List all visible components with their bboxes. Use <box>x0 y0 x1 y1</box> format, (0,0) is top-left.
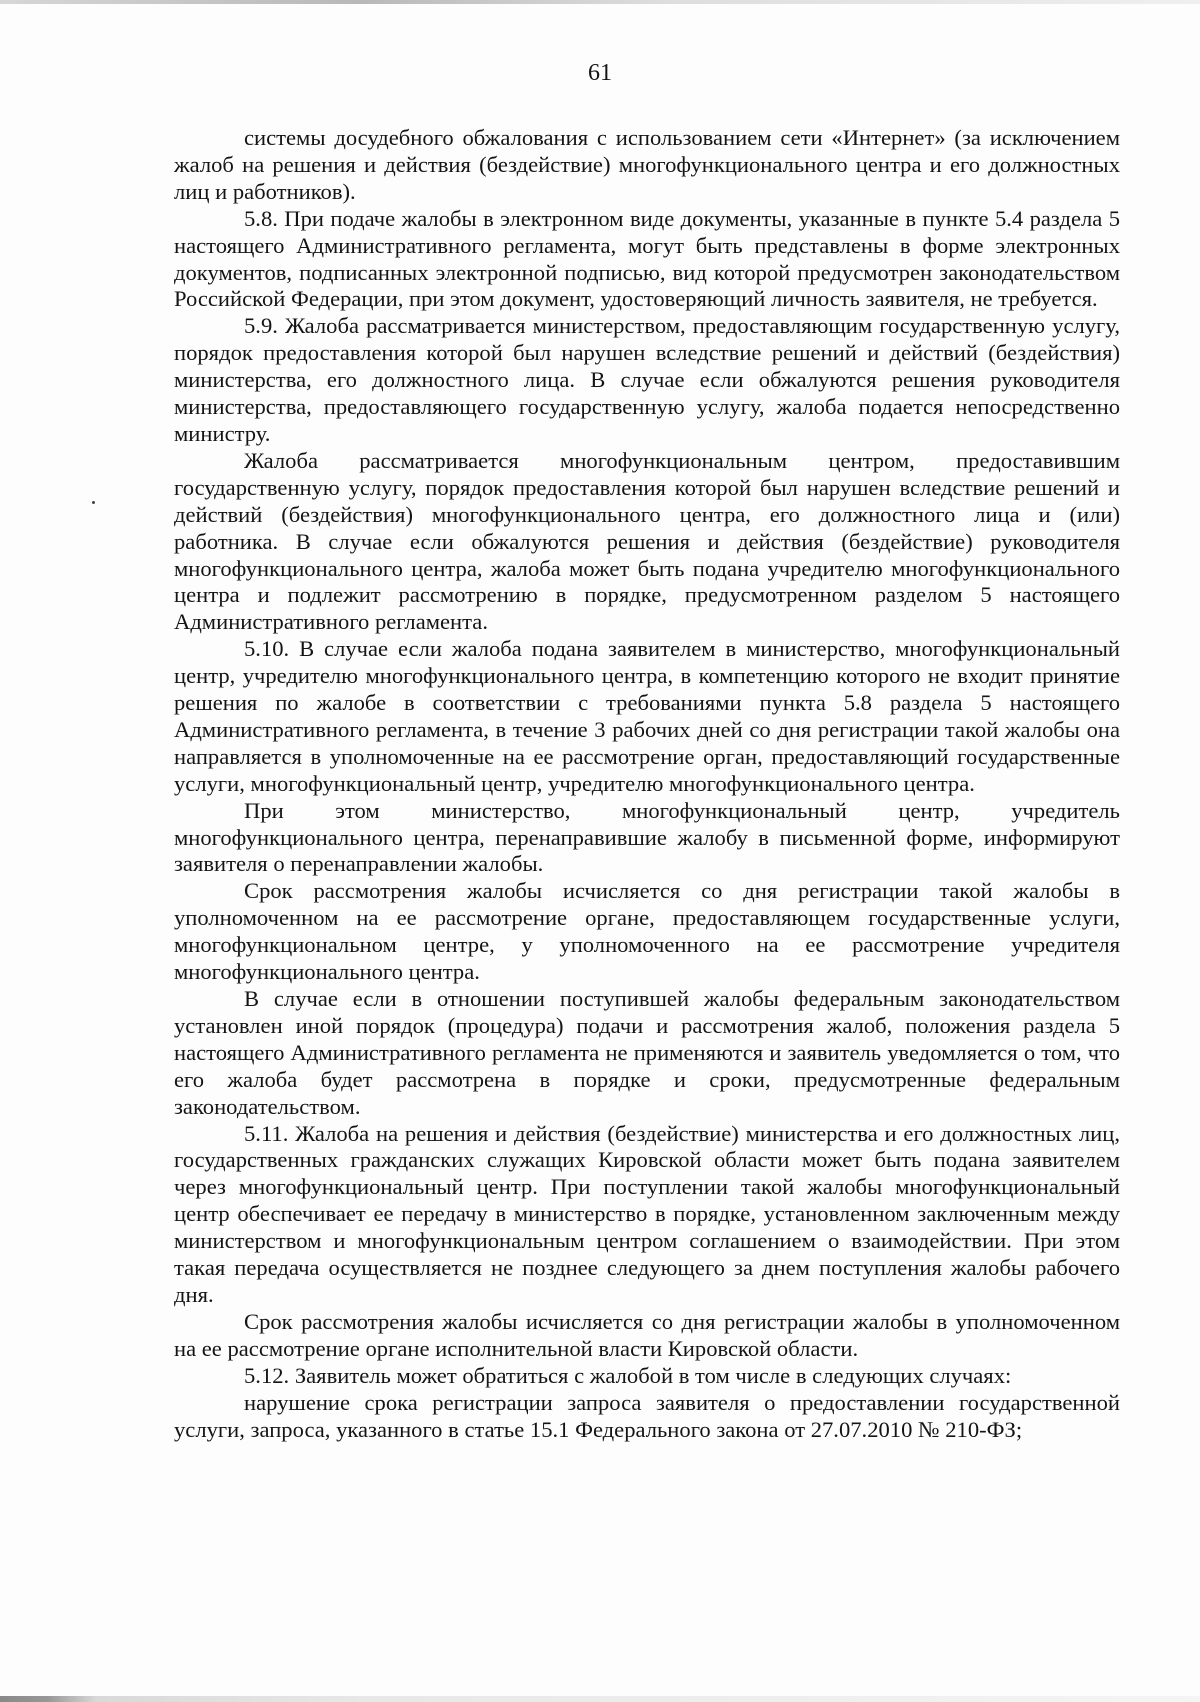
paragraph-5-9: 5.9. Жалоба рассматривается министерством, предоставляющим государственную услугу, порядок предоставления которой был нарушен вследствие решений и действий (бездействия) министерства, его должностного лица. В случае если обжалуются решения руководителя министерства, предоставляющего государственную услугу, жалоба подается непосредственно министру. <box>174 313 1120 446</box>
paragraph-mfc-complaint: Жалоба рассматривается многофункциональным центром, предоставившим государственную услугу, порядок предоставления которой был нарушен вследствие решений и действий (бездействия) многофункционального центра, его должностного лица и (или) работника. В случае если обжалуются решения и действия (бездействие) руководителя многофункционального центра, жалоба может быть подана учредителю многофункционального центра и подлежит рассмотрению в порядке, предусмотренном разделом 5 настоящего Административного регламента. <box>174 447 1120 635</box>
page-number: 61 <box>588 60 612 86</box>
scan-top-edge <box>0 0 1200 4</box>
paragraph-continuation: системы досудебного обжалования с использованием сети «Интернет» (за исключением жалоб на решения и действия (бездействие) многофункционального центра и его должностных лиц и работников). <box>174 125 1120 204</box>
paragraph-5-11: 5.11. Жалоба на решения и действия (бездействие) министерства и его должностных лиц, государственных гражданских служащих Кировской области может быть подана заявителем через многофункциональный центр. При поступлении такой жалобы многофункциональный центр обеспечивает ее передачу в министерство в порядке, установленном заключенным между министерством и многофункциональным центром соглашением о взаимодействии. При этом такая передача осуществляется не позднее следующего за днем поступления жалобы рабочего дня. <box>174 1120 1120 1307</box>
scan-speck <box>92 501 95 504</box>
paragraph-review-term: Срок рассмотрения жалобы исчисляется со дня регистрации такой жалобы в уполномоченном на ее рассмотрение органе, предоставляющем государственные услуги, многофункциональном центре, у уполномоченного на ее рассмотрение учредителя многофункционального центра. <box>174 878 1120 985</box>
paragraph-case-registration: нарушение срока регистрации запроса заявителя о предоставлении государственной услуги, запроса, указанного в статье 15.1 Федерального закона от 27.07.2010 № 210-ФЗ; <box>174 1389 1120 1442</box>
paragraph-review-term-regional: Срок рассмотрения жалобы исчисляется со дня регистрации жалобы в уполномоченном на ее рассмотрение органе исполнительной власти Кировской области. <box>174 1308 1120 1361</box>
paragraph-5-10: 5.10. В случае если жалоба подана заявителем в министерство, многофункциональный центр, учредителю многофункционального центра, в компетенцию которого не входит принятие решения по жалобе в соответствии с требованиями пункта 5.8 раздела 5 настоящего Административного регламента, в течение 3 рабочих дней со дня регистрации такой жалобы она направляется в уполномоченные на ее рассмотрение орган, предоставляющий государственные услуги, многофункциональный центр, учредителю многофункционального центра. <box>174 636 1120 796</box>
scan-bottom-edge <box>0 1696 1200 1702</box>
paragraph-5-8: 5.8. При подаче жалобы в электронном виде документы, указанные в пункте 5.4 раздела 5 настоящего Административного регламента, могут быть представлены в форме электронных документов, подписанных электронной подписью, вид которой предусмотрен законодательством Российской Федерации, при этом документ, удостоверяющий личность заявителя, не требуется. <box>174 205 1120 312</box>
document-body <box>174 125 1120 1443</box>
paragraph-redirect-notice: При этом министерство, многофункциональный центр, учредитель многофункционального центра, перенаправившие жалобу в письменной форме, информируют заявителя о перенаправлении жалобы. <box>174 797 1120 877</box>
paragraph-federal-procedure: В случае если в отношении поступившей жалобы федеральным законодательством установлен иной порядок (процедура) подачи и рассмотрения жалоб, положения раздела 5 настоящего Административного регламента не применяются и заявитель уведомляется о том, что его жалоба будет рассмотрена в порядке и сроки, предусмотренные федеральным законодательством. <box>174 986 1120 1119</box>
paragraph-5-12: 5.12. Заявитель может обратиться с жалобой в том числе в следующих случаях: <box>244 1362 1012 1388</box>
